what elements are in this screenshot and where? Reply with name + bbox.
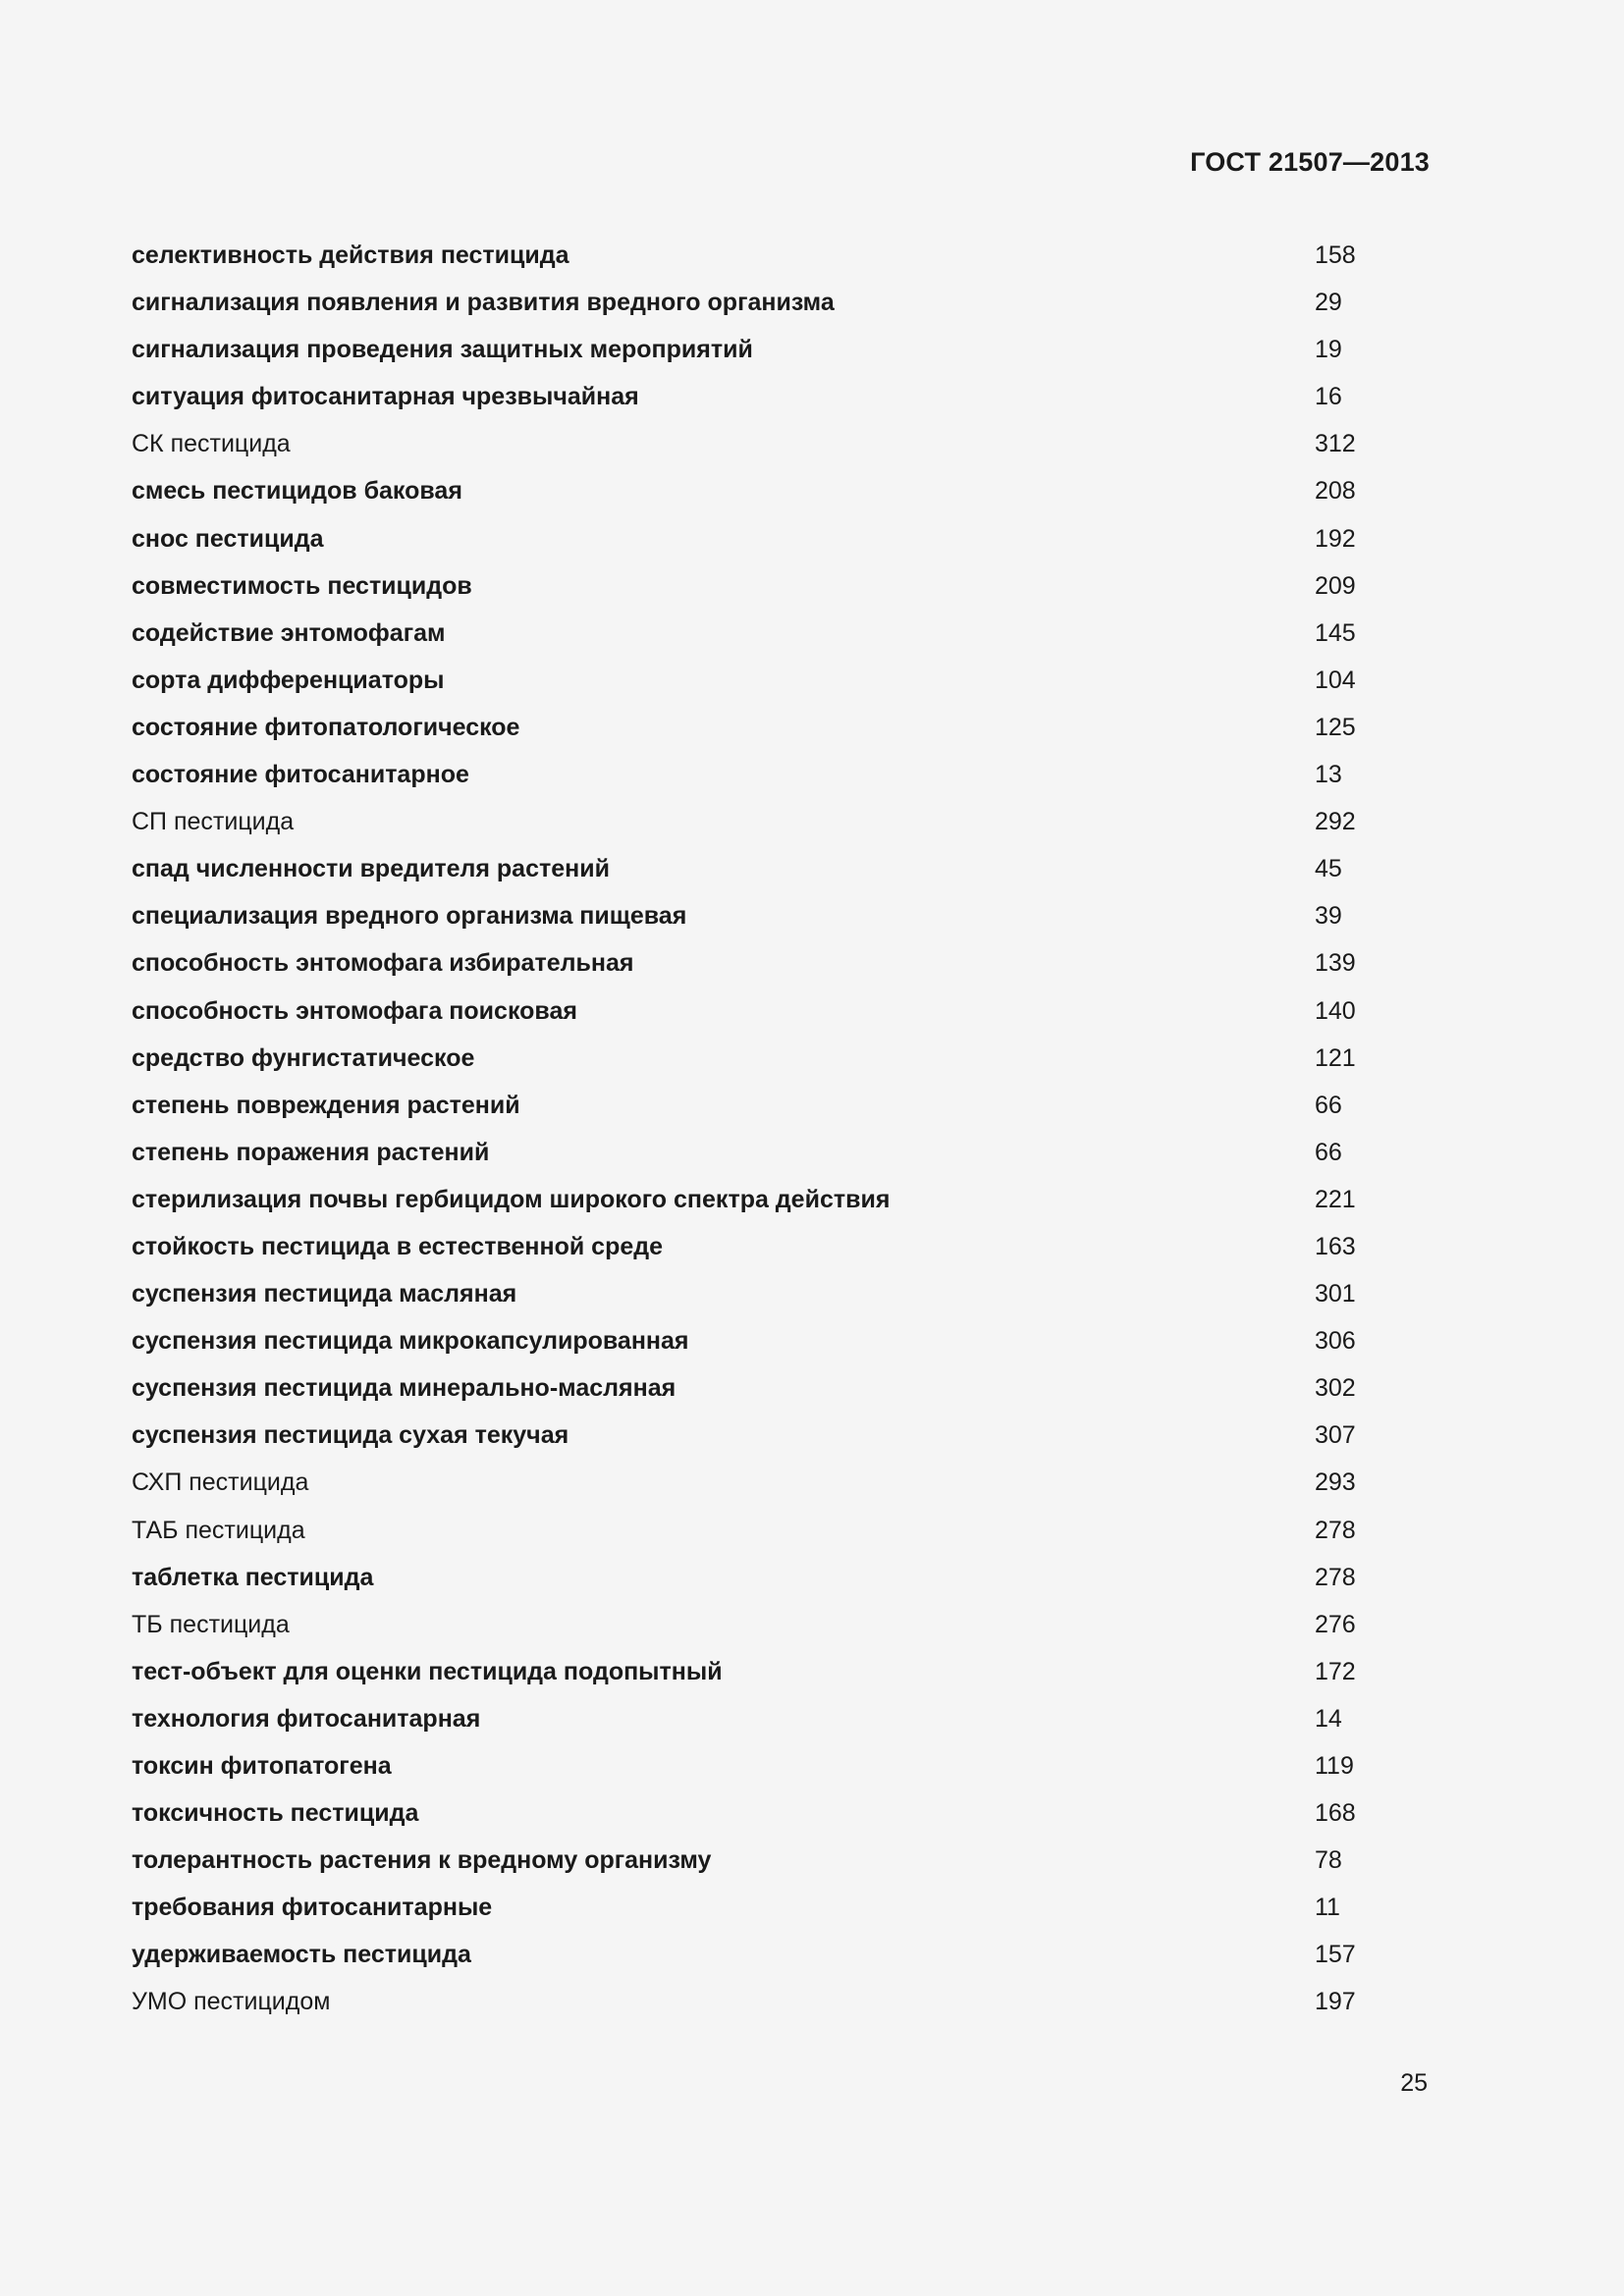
term-index-list <box>132 236 1369 2030</box>
index-entry <box>132 802 1369 849</box>
term-number: 306 <box>1315 1327 1356 1356</box>
index-entry <box>132 1935 1369 1982</box>
index-entry <box>132 330 1369 377</box>
index-term: удерживаемость пестицида <box>132 1941 471 1969</box>
index-entry <box>132 661 1369 708</box>
index-entry <box>132 1039 1369 1086</box>
index-term: селективность действия пестицида <box>132 241 569 269</box>
index-entry <box>132 1133 1369 1180</box>
index-term: содействие энтомофагам <box>132 618 446 647</box>
term-number: 172 <box>1315 1657 1356 1685</box>
term-number: 121 <box>1315 1043 1356 1072</box>
term-number: 197 <box>1315 1988 1356 2016</box>
term-number: 302 <box>1315 1374 1356 1403</box>
index-entry <box>132 943 1369 990</box>
index-entry <box>132 566 1369 614</box>
index-term: таблетка пестицида <box>132 1563 374 1591</box>
index-term: степень поражения растений <box>132 1138 490 1166</box>
index-entry <box>132 1321 1369 1368</box>
term-number: 307 <box>1315 1421 1356 1450</box>
index-term: сорта дифференциаторы <box>132 666 445 694</box>
index-term: снос пестицида <box>132 524 324 553</box>
index-term: сигнализация проведения защитных мероприятий <box>132 336 753 364</box>
index-entry <box>132 708 1369 755</box>
term-number: 29 <box>1315 289 1342 317</box>
term-number: 13 <box>1315 761 1342 789</box>
index-entry <box>132 755 1369 802</box>
term-number: 278 <box>1315 1516 1356 1544</box>
index-term: способность энтомофага поисковая <box>132 996 577 1025</box>
term-number: 45 <box>1315 855 1342 883</box>
index-entry <box>132 1982 1369 2029</box>
term-number: 221 <box>1315 1185 1356 1213</box>
index-term: ситуация фитосанитарная чрезвычайная <box>132 383 639 411</box>
index-entry <box>132 1274 1369 1321</box>
index-entry <box>132 519 1369 566</box>
page-number: 25 <box>1400 2069 1428 2097</box>
index-term: стерилизация почвы гербицидом широкого спектра действия <box>132 1185 891 1213</box>
index-entry <box>132 1086 1369 1133</box>
index-entry <box>132 1180 1369 1227</box>
index-entry <box>132 1368 1369 1415</box>
index-term: ТБ пестицида <box>132 1610 290 1638</box>
index-term: токсичность пестицида <box>132 1799 419 1828</box>
index-entry <box>132 1558 1369 1605</box>
index-term: смесь пестицидов баковая <box>132 477 462 506</box>
index-term: ТАБ пестицида <box>132 1516 305 1544</box>
term-number: 276 <box>1315 1610 1356 1638</box>
term-number: 145 <box>1315 618 1356 647</box>
term-number: 209 <box>1315 571 1356 600</box>
index-entry <box>132 991 1369 1039</box>
term-number: 163 <box>1315 1232 1356 1260</box>
index-entry <box>132 849 1369 896</box>
index-entry <box>132 1841 1369 1888</box>
index-term: спад численности вредителя растений <box>132 855 610 883</box>
term-number: 168 <box>1315 1799 1356 1828</box>
index-term: СХП пестицида <box>132 1468 309 1497</box>
index-term: суспензия пестицида сухая текучая <box>132 1421 569 1450</box>
term-number: 278 <box>1315 1563 1356 1591</box>
index-entry <box>132 1415 1369 1463</box>
index-entry <box>132 377 1369 424</box>
term-number: 125 <box>1315 713 1356 741</box>
index-entry <box>132 283 1369 330</box>
index-entry <box>132 1793 1369 1841</box>
term-number: 158 <box>1315 241 1356 269</box>
index-term: совместимость пестицидов <box>132 571 472 600</box>
index-term: состояние фитосанитарное <box>132 761 469 789</box>
term-number: 301 <box>1315 1280 1356 1308</box>
index-term: тест-объект для оценки пестицида подопытный <box>132 1657 723 1685</box>
index-term: сигнализация появления и развития вредного организма <box>132 289 835 317</box>
index-entry <box>132 1699 1369 1746</box>
term-number: 66 <box>1315 1138 1342 1166</box>
index-entry <box>132 471 1369 518</box>
index-term: способность энтомофага избирательная <box>132 949 634 978</box>
term-number: 66 <box>1315 1091 1342 1119</box>
term-number: 11 <box>1315 1894 1340 1922</box>
term-number: 16 <box>1315 383 1342 411</box>
index-entry <box>132 1511 1369 1558</box>
term-number: 157 <box>1315 1941 1356 1969</box>
index-term: технология фитосанитарная <box>132 1704 481 1733</box>
index-term: степень повреждения растений <box>132 1091 520 1119</box>
index-term: СК пестицида <box>132 430 291 458</box>
index-term: УМО пестицидом <box>132 1988 331 2016</box>
term-number: 104 <box>1315 666 1356 694</box>
term-number: 312 <box>1315 430 1356 458</box>
index-term: специализация вредного организма пищевая <box>132 902 687 931</box>
index-entry <box>132 424 1369 471</box>
index-entry <box>132 1605 1369 1652</box>
index-entry <box>132 1888 1369 1935</box>
term-number: 139 <box>1315 949 1356 978</box>
index-entry <box>132 896 1369 943</box>
index-entry <box>132 1652 1369 1699</box>
index-entry <box>132 614 1369 661</box>
term-number: 192 <box>1315 524 1356 553</box>
term-number: 19 <box>1315 336 1342 364</box>
index-term: СП пестицида <box>132 808 295 836</box>
index-term: суспензия пестицида микрокапсулированная <box>132 1327 689 1356</box>
index-entry <box>132 1746 1369 1793</box>
term-number: 293 <box>1315 1468 1356 1497</box>
index-entry <box>132 1227 1369 1274</box>
index-term: состояние фитопатологическое <box>132 713 520 741</box>
index-term: толерантность растения к вредному организму <box>132 1846 712 1875</box>
index-term: средство фунгистатическое <box>132 1043 475 1072</box>
index-term: суспензия пестицида минерально-масляная <box>132 1374 677 1403</box>
index-term: стойкость пестицида в естественной среде <box>132 1232 664 1260</box>
term-number: 39 <box>1315 902 1342 931</box>
term-number: 78 <box>1315 1846 1342 1875</box>
term-number: 119 <box>1315 1752 1354 1780</box>
index-term: токсин фитопатогена <box>132 1752 392 1780</box>
index-entry <box>132 1463 1369 1510</box>
term-number: 292 <box>1315 808 1356 836</box>
index-term: требования фитосанитарные <box>132 1894 493 1922</box>
document-header: ГОСТ 21507—2013 <box>1190 147 1430 177</box>
term-number: 14 <box>1315 1704 1342 1733</box>
term-number: 208 <box>1315 477 1356 506</box>
index-entry <box>132 236 1369 283</box>
index-term: суспензия пестицида масляная <box>132 1280 517 1308</box>
term-number: 140 <box>1315 996 1356 1025</box>
